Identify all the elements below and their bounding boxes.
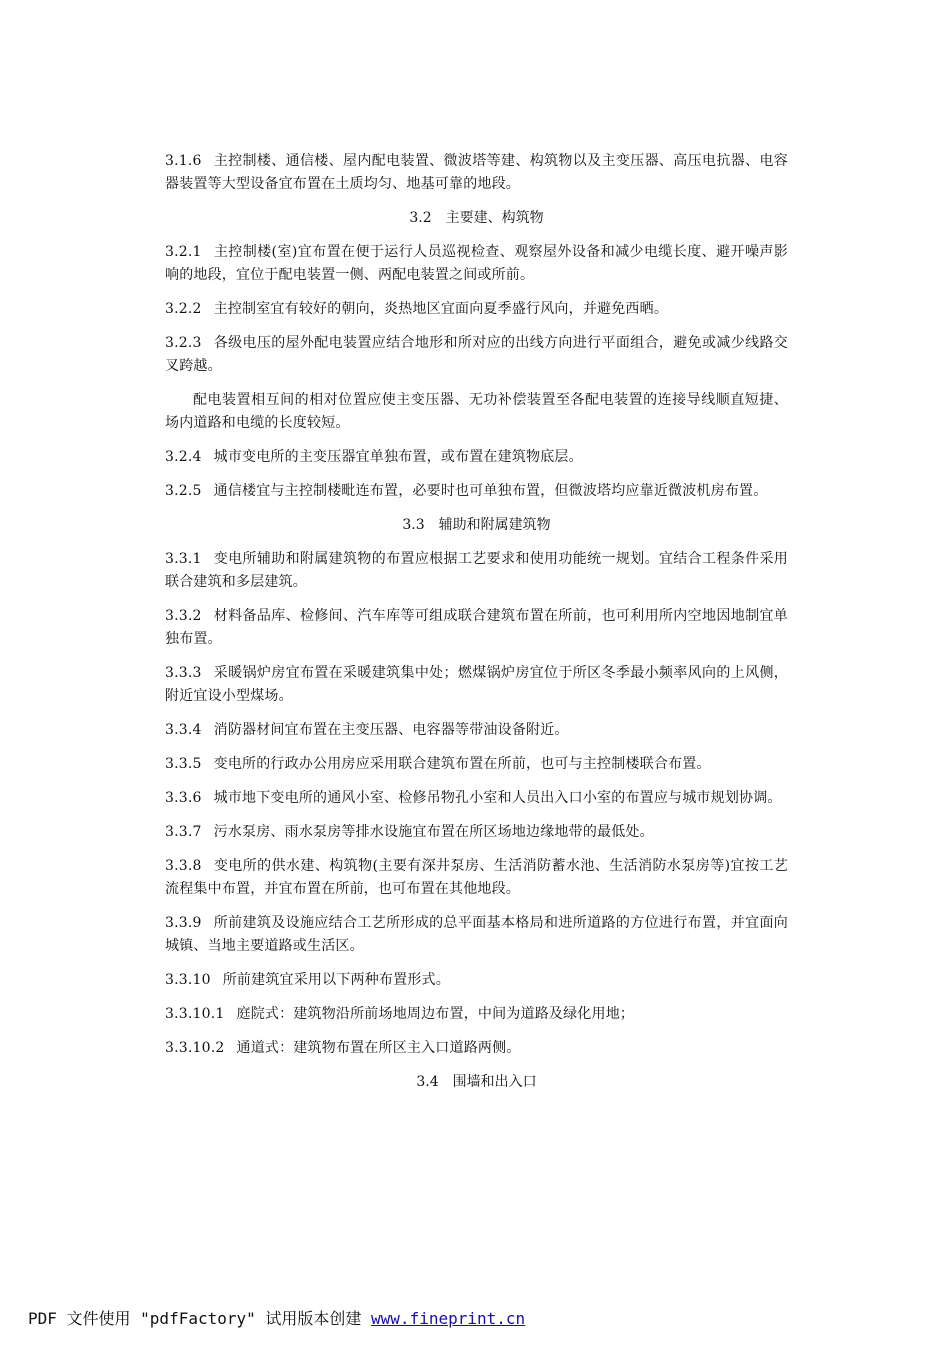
clause-3-3-7 [165, 821, 788, 844]
clause-number: 3.2.3 [165, 335, 202, 351]
clause-number: 3.3.7 [165, 824, 202, 840]
clause-text: 所前建筑及设施应结合工艺所形成的总平面基本格局和进所道路的方位进行布置，并宜面向城镇、当地主要道路或生活区。 [165, 915, 788, 954]
clause-text: 主控制楼(室)宜布置在便于运行人员巡视检查、观察屋外设备和减少电缆长度、避开噪声影响的地段，宜位于配电装置一侧、两配电装置之间或所前。 [165, 244, 788, 283]
clause-text: 变电所辅助和附属建筑物的布置应根据工艺要求和使用功能统一规划。宜结合工程条件采用联合建筑和多层建筑。 [165, 551, 788, 590]
clause-3-3-10 [165, 969, 788, 992]
section-heading-3-4 [165, 1071, 788, 1094]
clause-text: 变电所的行政办公用房应采用联合建筑布置在所前，也可与主控制楼联合布置。 [213, 756, 711, 772]
section-title: 主要建、构筑物 [445, 210, 544, 226]
clause-3-3-9 [165, 912, 788, 958]
clause-3-3-3 [165, 662, 788, 708]
pdf-footer [28, 1308, 525, 1330]
clause-number: 3.2.5 [165, 483, 202, 499]
clause-text: 庭院式：建筑物沿所前场地周边布置，中间为道路及绿化用地； [236, 1006, 635, 1022]
clause-number: 3.3.10.2 [165, 1040, 225, 1056]
clause-number: 3.3.2 [165, 608, 202, 624]
clause-number: 3.3.8 [165, 858, 202, 874]
clause-text: 污水泵房、雨水泵房等排水设施宜布置在所区场地边缘地带的最低处。 [213, 824, 654, 840]
clause-3-3-10-2 [165, 1037, 788, 1060]
clause-3-3-1 [165, 548, 788, 594]
clause-text: 城市变电所的主变压器宜单独布置，或布置在建筑物底层。 [213, 449, 583, 465]
clause-3-3-2 [165, 605, 788, 651]
clause-number: 3.3.10.1 [165, 1006, 225, 1022]
clause-number: 3.3.9 [165, 915, 202, 931]
section-title: 围墙和出入口 [452, 1074, 537, 1090]
clause-text: 配电装置相互间的相对位置应使主变压器、无功补偿装置至各配电装置的连接导线顺直短捷、场内道路和电缆的长度较短。 [165, 392, 788, 431]
clause-text: 各级电压的屋外配电装置应结合地形和所对应的出线方向进行平面组合，避免或减少线路交叉跨越。 [165, 335, 788, 374]
section-number: 3.3 [402, 517, 425, 533]
clause-number: 3.2.1 [165, 244, 202, 260]
section-title: 辅助和附属建筑物 [438, 517, 551, 533]
clause-3-3-8 [165, 855, 788, 901]
section-number: 3.2 [409, 210, 432, 226]
clause-3-2-5 [165, 480, 788, 503]
clause-number: 3.3.3 [165, 665, 202, 681]
clause-text: 消防器材间宜布置在主变压器、电容器等带油设备附近。 [213, 722, 569, 738]
section-number: 3.4 [416, 1074, 439, 1090]
clause-number: 3.3.4 [165, 722, 202, 738]
clause-text: 主控制室宜有较好的朝向，炎热地区宜面向夏季盛行风向，并避免西晒。 [213, 301, 669, 317]
clause-3-2-2 [165, 298, 788, 321]
clause-3-2-3-continuation [165, 389, 788, 435]
clause-number: 3.3.10 [165, 972, 211, 988]
section-heading-3-2 [165, 207, 788, 230]
clause-3-3-5 [165, 753, 788, 776]
clause-number: 3.2.4 [165, 449, 202, 465]
clause-text: 材料备品库、检修间、汽车库等可组成联合建筑布置在所前，也可利用所内空地因地制宜单独布置。 [165, 608, 788, 647]
clause-text: 变电所的供水建、构筑物(主要有深井泵房、生活消防蓄水池、生活消防水泵房等)宜按工艺流程集中布置，并宜布置在所前，也可布置在其他地段。 [165, 858, 788, 897]
clause-number: 3.2.2 [165, 301, 202, 317]
clause-text: 城市地下变电所的通风小室、检修吊物孔小室和人员出入口小室的布置应与城市规划协调。 [213, 790, 782, 806]
clause-number: 3.1.6 [165, 153, 202, 169]
footer-link[interactable]: www.fineprint.cn [371, 1309, 526, 1328]
section-heading-3-3 [165, 514, 788, 537]
clause-text: 采暖锅炉房宜布置在采暖建筑集中处；燃煤锅炉房宜位于所区冬季最小频率风向的上风侧，附近宜设小型煤场。 [165, 665, 788, 704]
clause-3-2-4 [165, 446, 788, 469]
clause-3-1-6 [165, 150, 788, 196]
clause-text: 所前建筑宜采用以下两种布置形式。 [222, 972, 450, 988]
clause-text: 通道式：建筑物布置在所区主入口道路两侧。 [236, 1040, 521, 1056]
document-body [165, 150, 788, 1105]
clause-text: 主控制楼、通信楼、屋内配电装置、微波塔等建、构筑物以及主变压器、高压电抗器、电容器装置等大型设备宜布置在土质均匀、地基可靠的地段。 [165, 153, 788, 192]
clause-number: 3.3.6 [165, 790, 202, 806]
clause-3-2-1 [165, 241, 788, 287]
footer-text: PDF 文件使用 "pdfFactory" 试用版本创建 [28, 1309, 372, 1328]
clause-number: 3.3.1 [165, 551, 202, 567]
clause-3-3-10-1 [165, 1003, 788, 1026]
clause-3-3-6 [165, 787, 788, 810]
clause-3-2-3 [165, 332, 788, 378]
clause-text: 通信楼宜与主控制楼毗连布置，必要时也可单独布置，但微波塔均应靠近微波机房布置。 [213, 483, 768, 499]
clause-number: 3.3.5 [165, 756, 202, 772]
clause-3-3-4 [165, 719, 788, 742]
